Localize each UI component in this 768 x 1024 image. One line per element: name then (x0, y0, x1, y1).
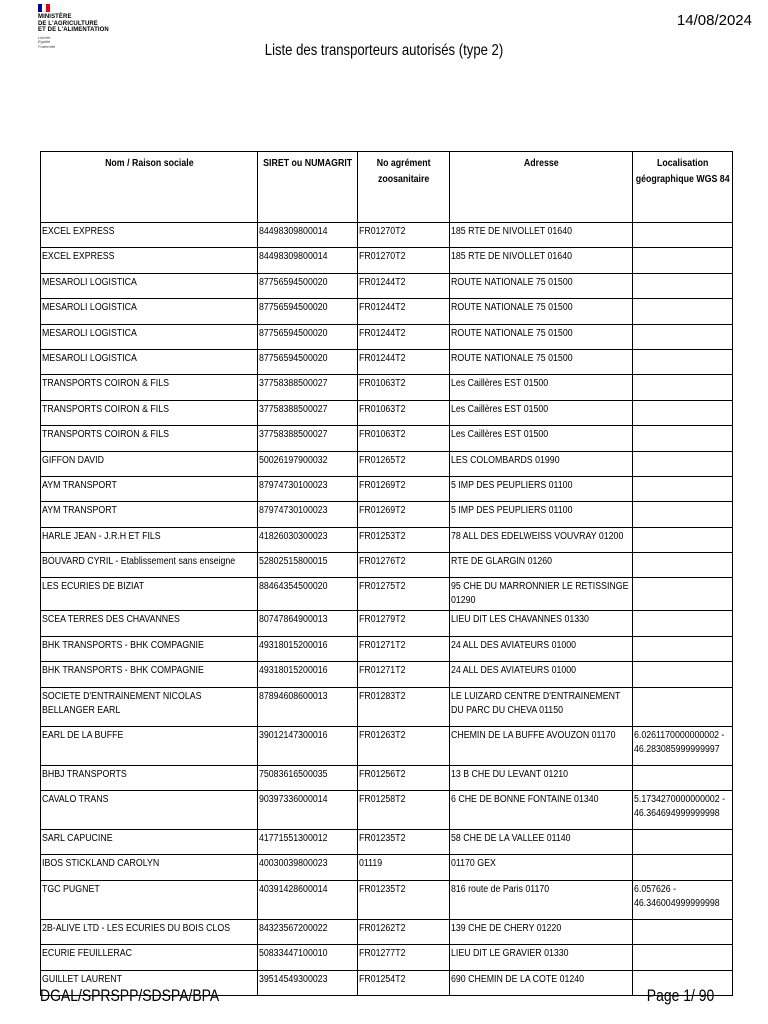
logo-line: ET DE L'ALIMENTATION (38, 27, 109, 33)
table-row (41, 578, 733, 611)
table-cell: 75083616500035 (258, 765, 358, 790)
table-cell: AYM TRANSPORT (41, 476, 258, 501)
table-cell (633, 611, 733, 636)
table-cell: FR01279T2 (358, 611, 450, 636)
logo-line: MINISTÈRE (38, 14, 72, 20)
table-cell: MESAROLI LOGISTICA (41, 273, 258, 298)
table-cell: CAVALO TRANS (41, 791, 258, 830)
table-cell (633, 945, 733, 970)
table-cell: 13 B CHE DU LEVANT 01210 (450, 765, 633, 790)
table-cell: ROUTE NATIONALE 75 01500 (450, 273, 633, 298)
table-row (41, 830, 733, 855)
table-row (41, 349, 733, 374)
table-cell: 37758388500027 (258, 426, 358, 451)
table-cell: 24 ALL DES AVIATEURS 01000 (450, 636, 633, 661)
table-cell: FR01270T2 (358, 248, 450, 273)
table-cell: BOUVARD CYRIL - Etablissement sans enseigne (41, 553, 258, 578)
table-row (41, 299, 733, 324)
table-cell: FR01269T2 (358, 476, 450, 501)
column-header: No agrément zoosanitaire (358, 152, 450, 223)
table-cell (633, 919, 733, 944)
table-cell: 01119 (358, 855, 450, 880)
table-row (41, 726, 733, 765)
table-cell: 37758388500027 (258, 375, 358, 400)
table-cell: 139 CHE DE CHERY 01220 (450, 919, 633, 944)
table-cell (633, 578, 733, 611)
table-cell: 5 IMP DES PEUPLIERS 01100 (450, 476, 633, 501)
table-cell (633, 662, 733, 687)
table-cell: MESAROLI LOGISTICA (41, 349, 258, 374)
table-cell: FR01283T2 (358, 687, 450, 726)
table-cell: 6.0261170000000002 - 46.283085999999997 (633, 726, 733, 765)
table-cell: Les Caillères EST 01500 (450, 400, 633, 425)
table-cell: FR01244T2 (358, 349, 450, 374)
table-row (41, 855, 733, 880)
table-cell: FR01244T2 (358, 299, 450, 324)
document-title: Liste des transporteurs autorisés (type 2) (264, 42, 504, 59)
column-header: Localisation géographique WGS 84 (633, 152, 733, 223)
table-cell: FR01269T2 (358, 502, 450, 527)
table-cell: FR01244T2 (358, 273, 450, 298)
table-cell: FR01263T2 (358, 726, 450, 765)
table-cell: CHEMIN DE LA BUFFE AVOUZON 01170 (450, 726, 633, 765)
table-cell: 87974730100023 (258, 502, 358, 527)
table-cell (633, 527, 733, 552)
page-number: Page 1/ 90 (646, 986, 714, 1005)
table-cell: EXCEL EXPRESS (41, 248, 258, 273)
table-cell (633, 636, 733, 661)
table-cell: 49318015200016 (258, 662, 358, 687)
table-cell: RTE DE GLARGIN 01260 (450, 553, 633, 578)
table-cell (633, 553, 733, 578)
table-cell: FR01265T2 (358, 451, 450, 476)
table-cell: 80747864900013 (258, 611, 358, 636)
table-cell: 87974730100023 (258, 476, 358, 501)
table-cell: 50833447100010 (258, 945, 358, 970)
table-cell (633, 349, 733, 374)
table-cell: TRANSPORTS COIRON & FILS (41, 375, 258, 400)
table-cell (633, 299, 733, 324)
table-cell: FR01275T2 (358, 578, 450, 611)
table-cell: FR01063T2 (358, 426, 450, 451)
table-cell: 87756594500020 (258, 273, 358, 298)
table-cell (633, 375, 733, 400)
table-cell: LE LUIZARD CENTRE D'ENTRAINEMENT DU PARC DU CHEVA 01150 (450, 687, 633, 726)
table-cell: 40030039800023 (258, 855, 358, 880)
table-cell: MESAROLI LOGISTICA (41, 324, 258, 349)
table-cell: ROUTE NATIONALE 75 01500 (450, 324, 633, 349)
table-cell: 78 ALL DES EDELWEISS VOUVRAY 01200 (450, 527, 633, 552)
table-cell: TRANSPORTS COIRON & FILS (41, 426, 258, 451)
table-cell: BHBJ TRANSPORTS (41, 765, 258, 790)
table-cell: GIFFON DAVID (41, 451, 258, 476)
table-cell: 2B-ALIVE LTD - LES ECURIES DU BOIS CLOS (41, 919, 258, 944)
table-row (41, 553, 733, 578)
column-header: Adresse (450, 152, 633, 223)
table-cell: 5 IMP DES PEUPLIERS 01100 (450, 502, 633, 527)
table-cell: 84498309800014 (258, 248, 358, 273)
column-header: Nom / Raison sociale (41, 152, 258, 223)
french-flag-icon (38, 4, 50, 12)
footer-reference: DGAL/SPRSPP/SDSPA/BPA (40, 986, 220, 1005)
table-cell: LES ECURIES DE BIZIAT (41, 578, 258, 611)
table-cell (633, 502, 733, 527)
table-cell (633, 830, 733, 855)
table-cell: FR01254T2 (358, 970, 450, 995)
table-cell (633, 273, 733, 298)
table-cell: 50026197900032 (258, 451, 358, 476)
table-cell (633, 476, 733, 501)
table-row (41, 919, 733, 944)
table-cell: FR01270T2 (358, 223, 450, 248)
table-cell: BHK TRANSPORTS - BHK COMPAGNIE (41, 636, 258, 661)
table-row (41, 636, 733, 661)
table-row (41, 527, 733, 552)
table-cell: ECURIE FEUILLERAC (41, 945, 258, 970)
table-row (41, 611, 733, 636)
table-row (41, 451, 733, 476)
table-cell: GUILLET LAURENT (41, 970, 258, 995)
table-cell: FR01235T2 (358, 880, 450, 919)
table-row (41, 223, 733, 248)
table-cell: LIEU DIT LES CHAVANNES 01330 (450, 611, 633, 636)
table-cell: FR01276T2 (358, 553, 450, 578)
table-cell: 58 CHE DE LA VALLEE 01140 (450, 830, 633, 855)
table-cell: FR01271T2 (358, 636, 450, 661)
table-cell: FR01258T2 (358, 791, 450, 830)
table-cell (633, 426, 733, 451)
table-cell: FR01063T2 (358, 400, 450, 425)
table-cell: AYM TRANSPORT (41, 502, 258, 527)
table-cell: 185 RTE DE NIVOLLET 01640 (450, 223, 633, 248)
transporters-table (40, 151, 733, 996)
table-cell (633, 765, 733, 790)
table-cell (633, 248, 733, 273)
table-cell: 90397336000014 (258, 791, 358, 830)
table-row (41, 324, 733, 349)
table-cell: 88464354500020 (258, 578, 358, 611)
table-cell: 6.057626 - 46.346004999999998 (633, 880, 733, 919)
table-cell: SCEA TERRES DES CHAVANNES (41, 611, 258, 636)
table-cell: 5.1734270000000002 - 46.364694999999998 (633, 791, 733, 830)
table-cell: FR01063T2 (358, 375, 450, 400)
table-cell: 39514549300023 (258, 970, 358, 995)
table-cell: 185 RTE DE NIVOLLET 01640 (450, 248, 633, 273)
table-cell: 87756594500020 (258, 349, 358, 374)
table-cell: 6 CHE DE BONNE FONTAINE 01340 (450, 791, 633, 830)
table-cell: TRANSPORTS COIRON & FILS (41, 400, 258, 425)
document-date: 14/08/2024 (676, 12, 752, 29)
table-row (41, 880, 733, 919)
table-row (41, 273, 733, 298)
logo-line: DE L'AGRICULTURE (38, 20, 98, 27)
table-cell: MESAROLI LOGISTICA (41, 299, 258, 324)
table-cell: FR01271T2 (358, 662, 450, 687)
table-cell: LIEU DIT LE GRAVIER 01330 (450, 945, 633, 970)
table-cell: ROUTE NATIONALE 75 01500 (450, 299, 633, 324)
table-cell: FR01244T2 (358, 324, 450, 349)
table-row (41, 426, 733, 451)
table-cell: 690 CHEMIN DE LA COTE 01240 (450, 970, 633, 995)
table-cell: 84498309800014 (258, 223, 358, 248)
table-row (41, 945, 733, 970)
table-cell: FR01262T2 (358, 919, 450, 944)
table-cell: 40391428600014 (258, 880, 358, 919)
table-cell (633, 324, 733, 349)
table-cell: 01170 GEX (450, 855, 633, 880)
table-cell (633, 855, 733, 880)
table-cell: 87756594500020 (258, 324, 358, 349)
table-cell: 84323567200022 (258, 919, 358, 944)
column-header: SIRET ou NUMAGRIT (258, 152, 358, 223)
table-cell: TGC PUGNET (41, 880, 258, 919)
table-cell: 39012147300016 (258, 726, 358, 765)
table-body (41, 223, 733, 996)
table-cell: 24 ALL DES AVIATEURS 01000 (450, 662, 633, 687)
table-row (41, 662, 733, 687)
table-cell: FR01277T2 (358, 945, 450, 970)
table-row (41, 765, 733, 790)
table-cell: FR01253T2 (358, 527, 450, 552)
table-cell: 52802515800015 (258, 553, 358, 578)
table-cell: FR01235T2 (358, 830, 450, 855)
table-row (41, 791, 733, 830)
table-cell (633, 451, 733, 476)
table-cell: 37758388500027 (258, 400, 358, 425)
table-cell: 49318015200016 (258, 636, 358, 661)
table-cell: FR01256T2 (358, 765, 450, 790)
table-row (41, 248, 733, 273)
table-cell: IBOS STICKLAND CAROLYN (41, 855, 258, 880)
table-cell: 95 CHE DU MARRONNIER LE RETISSINGE 01290 (450, 578, 633, 611)
table-cell: 816 route de Paris 01170 (450, 880, 633, 919)
table-cell: HARLE JEAN - J.R.H ET FILS (41, 527, 258, 552)
table-row (41, 502, 733, 527)
table-header-row (41, 152, 733, 223)
table-cell: 41771551300012 (258, 830, 358, 855)
table-cell: ROUTE NATIONALE 75 01500 (450, 349, 633, 374)
table-row (41, 400, 733, 425)
table-row (41, 375, 733, 400)
table-row (41, 687, 733, 726)
table-cell: 87756594500020 (258, 299, 358, 324)
table-cell: Les Caillères EST 01500 (450, 426, 633, 451)
republic-motto: Liberté Égalité Fraternité (38, 34, 56, 49)
table-cell: 41826030300023 (258, 527, 358, 552)
table-cell: 87894608600013 (258, 687, 358, 726)
table-cell (633, 400, 733, 425)
table-row (41, 476, 733, 501)
table-cell: EXCEL EXPRESS (41, 223, 258, 248)
table-cell: SARL CAPUCINE (41, 830, 258, 855)
table-cell (633, 687, 733, 726)
table-cell: EARL DE LA BUFFE (41, 726, 258, 765)
table-cell: LES COLOMBARDS 01990 (450, 451, 633, 476)
table-cell (633, 223, 733, 248)
table-cell: Les Caillères EST 01500 (450, 375, 633, 400)
table-cell: SOCIETE D'ENTRAINEMENT NICOLAS BELLANGER EARL (41, 687, 258, 726)
table-cell: BHK TRANSPORTS - BHK COMPAGNIE (41, 662, 258, 687)
